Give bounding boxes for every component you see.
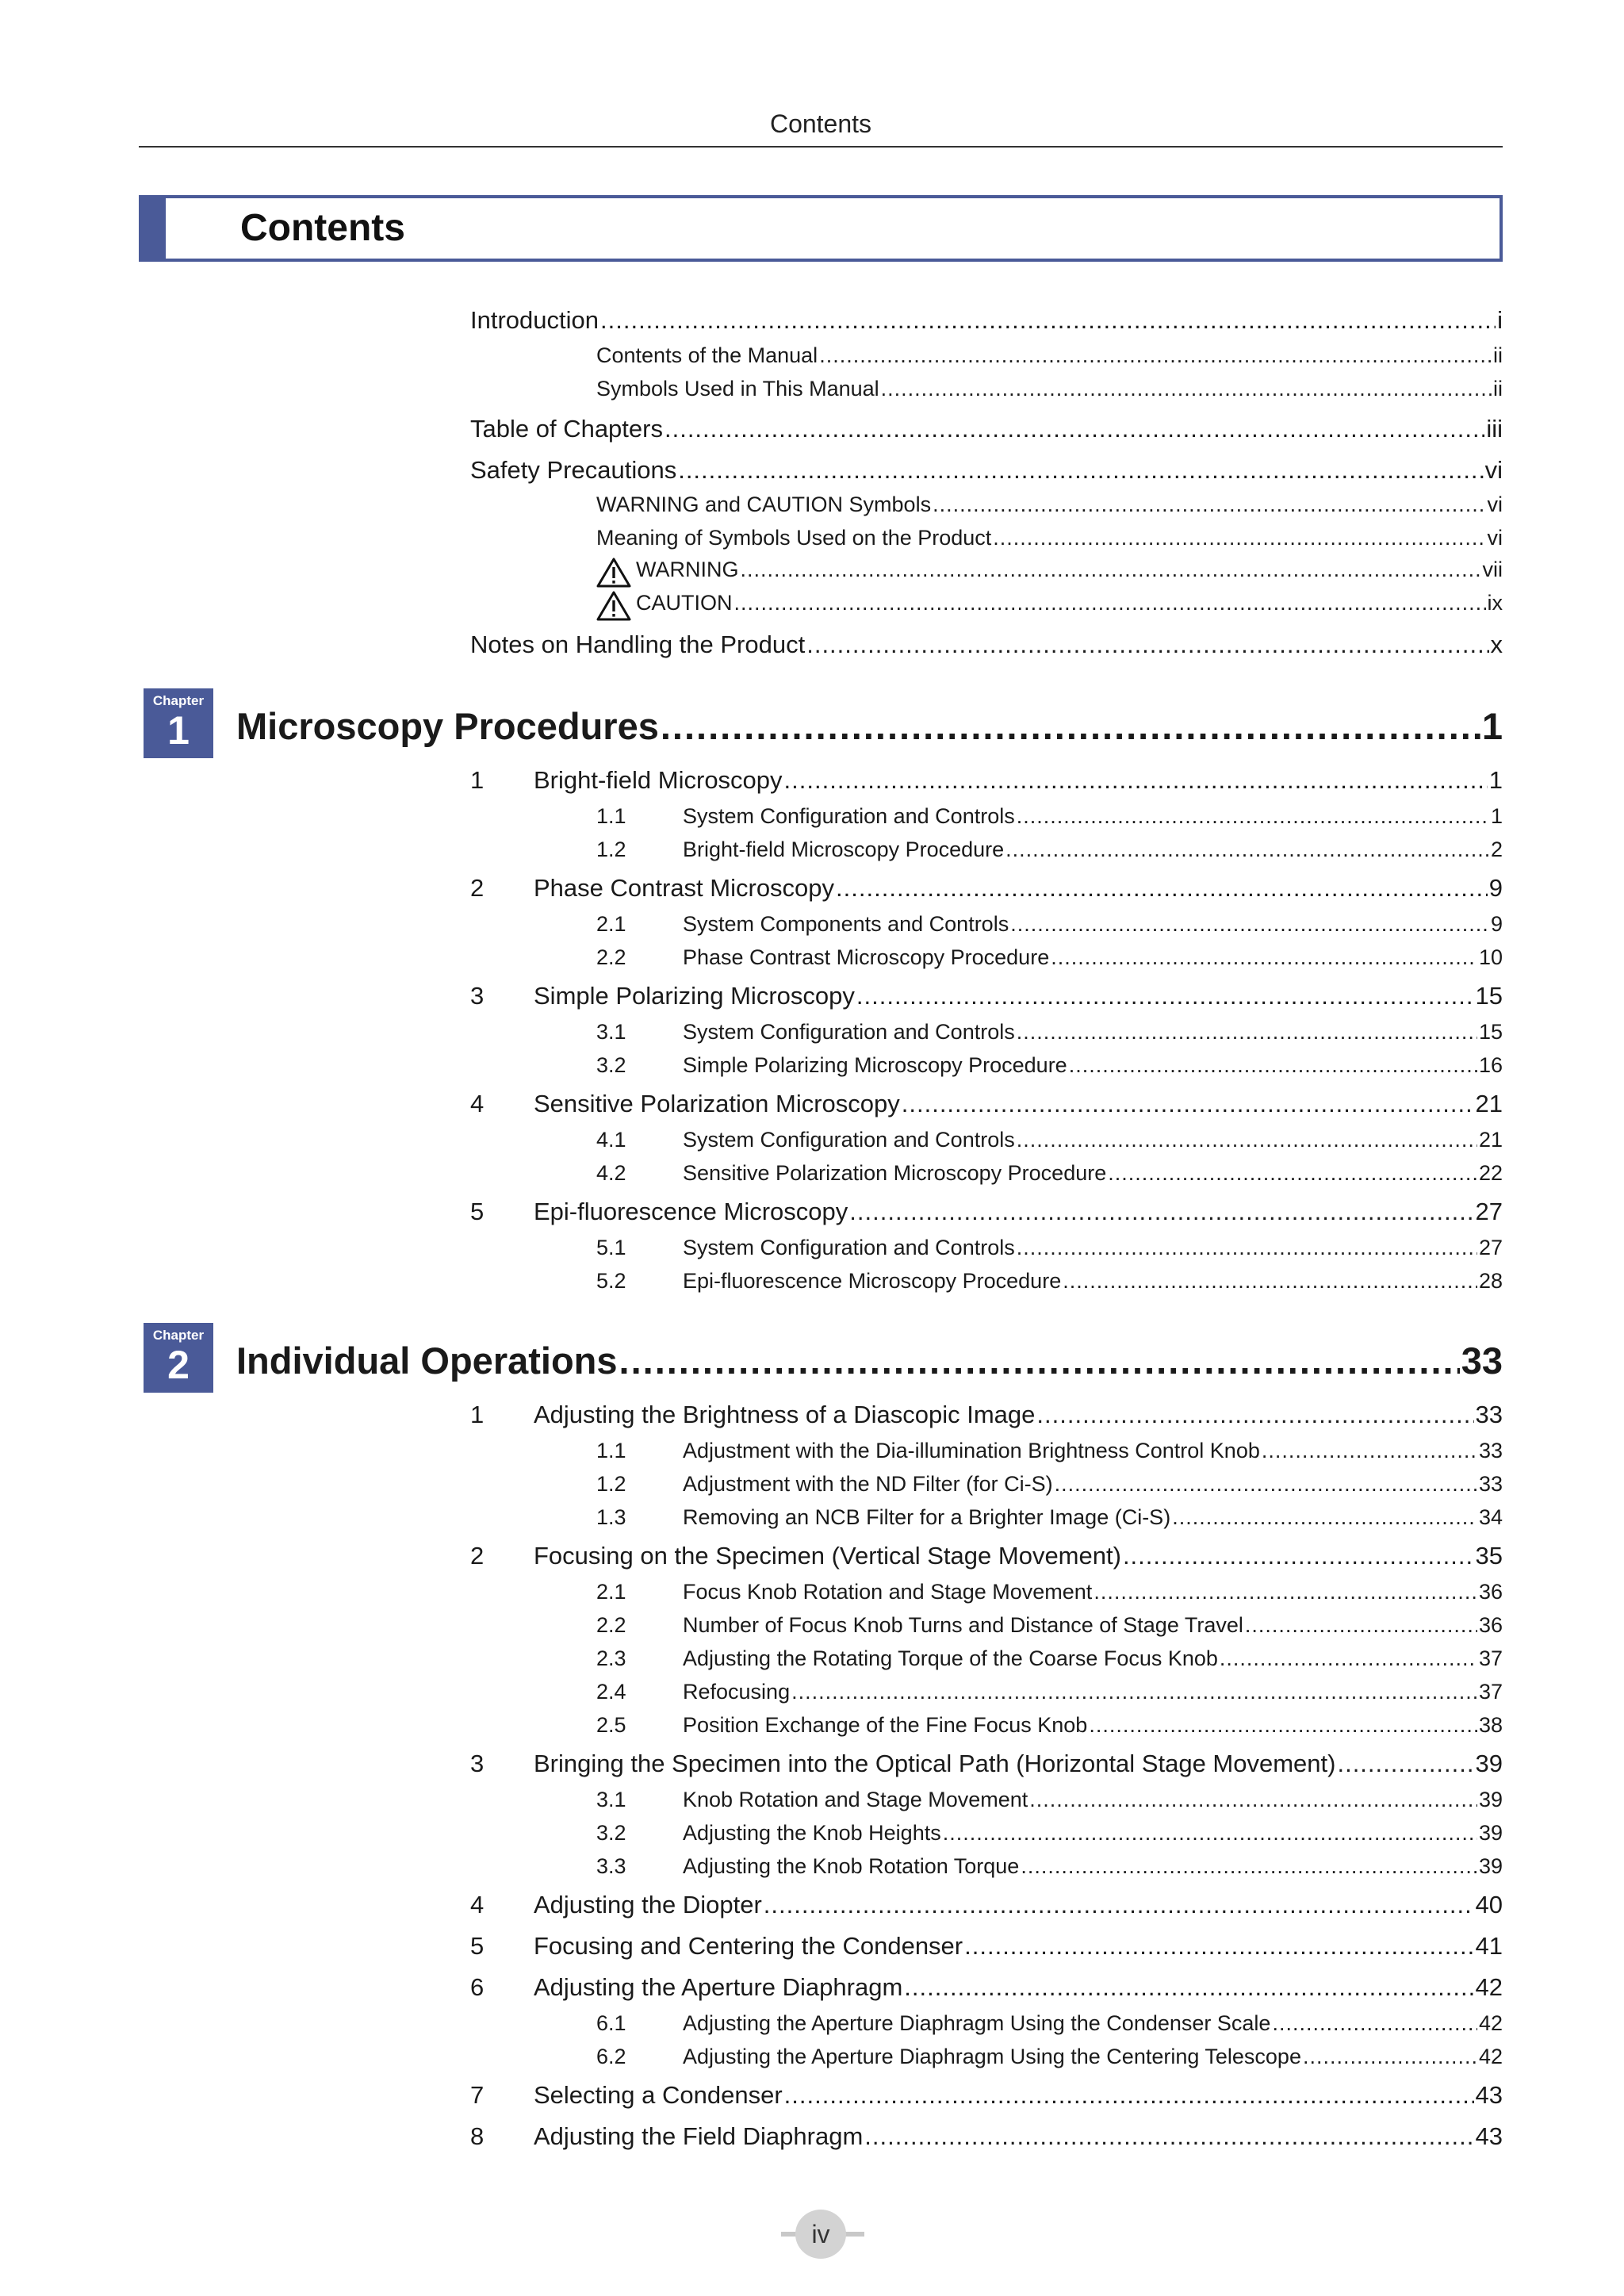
- toc-subsection-page: 37: [1478, 1646, 1503, 1670]
- dot-leader: [1123, 1542, 1474, 1570]
- toc-subsection-page: 38: [1478, 1713, 1503, 1737]
- toc-subsection-number: 1.3: [596, 1505, 626, 1529]
- toc-section-title: Sensitive Polarization Microscopy: [534, 1090, 900, 1117]
- toc-subsection-page: 42: [1478, 2011, 1503, 2035]
- chapter-badge-label: Chapter: [152, 693, 205, 708]
- toc-entry-title: Contents of the Manual: [596, 343, 818, 367]
- toc-section-number: 2: [470, 874, 485, 902]
- toc-section-number: 4: [470, 1090, 485, 1117]
- toc-section-number: 1: [470, 766, 485, 794]
- dot-leader: [933, 493, 1485, 517]
- toc-subsection-entry[interactable]: [596, 1613, 1503, 1638]
- dot-leader: [1051, 945, 1477, 970]
- toc-section-title: Selecting a Condenser: [534, 2081, 783, 2109]
- chapter-badge: [144, 688, 213, 758]
- dot-leader: [856, 982, 1474, 1010]
- toc-subsection-number: 3.1: [596, 1788, 626, 1811]
- dot-leader: [1272, 2011, 1477, 2036]
- toc-subsection-title: Phase Contrast Microscopy Procedure: [683, 945, 1050, 969]
- page-title: Contents: [240, 207, 405, 249]
- dot-leader: [1069, 1053, 1477, 1078]
- toc-subsection-entry[interactable]: [596, 1472, 1503, 1497]
- toc-section-entry[interactable]: [470, 2081, 1503, 2110]
- toc-subsection-entry[interactable]: [596, 1821, 1503, 1846]
- toc-subsection-page: 15: [1478, 1020, 1503, 1044]
- toc-subsection-title: Adjustment with the Dia-illumination Brightness Control Knob: [683, 1439, 1260, 1462]
- toc-subsection-entry[interactable]: [596, 912, 1503, 937]
- toc-subsection-page: 36: [1478, 1580, 1503, 1604]
- toc-section-title: Focusing and Centering the Condenser: [534, 1932, 963, 1960]
- toc-entry-title: Symbols Used in This Manual: [596, 377, 879, 401]
- dot-leader: [1220, 1646, 1477, 1671]
- toc-section-page: 9: [1488, 874, 1503, 902]
- dot-leader: [1108, 1161, 1477, 1186]
- toc-section-page: 27: [1475, 1198, 1503, 1225]
- toc-section-number: 5: [470, 1932, 485, 1960]
- toc-section-number: 8: [470, 2122, 485, 2150]
- toc-entry-title: Table of Chapters: [470, 415, 663, 443]
- toc-section-page: 15: [1475, 982, 1503, 1010]
- toc-subsection-page: 37: [1478, 1680, 1503, 1704]
- dot-leader: [1029, 1788, 1477, 1812]
- toc-subsection-number: 2.1: [596, 912, 626, 936]
- dot-leader: [784, 2081, 1474, 2110]
- toc-subsection-entry[interactable]: [596, 1788, 1503, 1812]
- dot-leader: [849, 1198, 1473, 1226]
- toc-entry-notes-on-handling[interactable]: [470, 631, 1503, 659]
- header-rule: [139, 146, 1503, 148]
- toc-entry-title: CAUTION: [636, 591, 733, 615]
- toc-subsection-number: 1.1: [596, 1439, 626, 1462]
- toc-subsection-title: Simple Polarizing Microscopy Procedure: [683, 1053, 1067, 1077]
- dot-leader: [678, 456, 1483, 485]
- toc-entry-title: Safety Precautions: [470, 456, 677, 484]
- toc-section-number: 2: [470, 1542, 485, 1570]
- toc-entry-title: Notes on Handling the Product: [470, 631, 806, 658]
- toc-subsection-entry[interactable]: [596, 1020, 1503, 1045]
- toc-subsection-entry[interactable]: [596, 945, 1503, 970]
- toc-subsection-number: 4.1: [596, 1128, 626, 1152]
- dot-leader: [1010, 912, 1489, 937]
- dot-leader: [904, 1973, 1473, 2002]
- running-header: Contents: [769, 109, 872, 138]
- toc-section-title: Adjusting the Brightness of a Diascopic Image: [534, 1401, 1036, 1428]
- toc-subsection-entry[interactable]: [596, 1505, 1503, 1530]
- dot-leader: [1063, 1269, 1477, 1294]
- toc-subsection-page: 34: [1478, 1505, 1503, 1529]
- toc-subsection-entry[interactable]: [596, 1680, 1503, 1704]
- toc-section-entry[interactable]: [470, 1542, 1503, 1570]
- toc-subsection-title: System Configuration and Controls: [683, 1128, 1015, 1152]
- toc-chapter-title: Individual Operations: [236, 1340, 618, 1382]
- toc-subsection-page: 10: [1478, 945, 1503, 969]
- toc-subsection-title: System Configuration and Controls: [683, 1020, 1015, 1044]
- toc-subsection-page: 1: [1490, 804, 1503, 828]
- dot-leader: [943, 1821, 1477, 1846]
- dot-leader: [1036, 1401, 1473, 1429]
- toc-subsection-entry[interactable]: [596, 838, 1503, 862]
- toc-entry-page: x: [1490, 631, 1503, 658]
- toc-subsection-entry[interactable]: [596, 1128, 1503, 1152]
- toc-subsection-title: Epi-fluorescence Microscopy Procedure: [683, 1269, 1062, 1293]
- toc-subsection-title: System Configuration and Controls: [683, 804, 1015, 828]
- toc-section-title: Simple Polarizing Microscopy: [534, 982, 855, 1010]
- toc-entry-page: ix: [1487, 591, 1503, 615]
- toc-subsection-title: Removing an NCB Filter for a Brighter Image (Ci-S): [683, 1505, 1171, 1529]
- dot-leader: [1017, 1236, 1477, 1260]
- toc-entry-caution[interactable]: [596, 591, 1503, 621]
- toc-subsection-number: 2.2: [596, 945, 626, 969]
- toc-subsection-page: 39: [1478, 1854, 1503, 1878]
- dot-leader: [1262, 1439, 1477, 1463]
- toc-entry-title: Introduction: [470, 306, 599, 334]
- dot-leader: [741, 558, 1481, 582]
- toc-entry-table-of-chapters[interactable]: [470, 415, 1503, 443]
- toc-subsection-page: 42: [1478, 2045, 1503, 2068]
- toc-subsection-entry[interactable]: [596, 1053, 1503, 1078]
- toc-chapter-page: 33: [1461, 1340, 1503, 1382]
- dot-leader: [1303, 2045, 1477, 2069]
- toc-section-entry[interactable]: [470, 874, 1503, 903]
- toc-section-entry[interactable]: [470, 1891, 1503, 1919]
- toc-subsection-number: 1.2: [596, 1472, 626, 1496]
- toc-subsection-entry[interactable]: [596, 1713, 1503, 1738]
- dot-leader: [1017, 1020, 1477, 1045]
- toc-section-number: 4: [470, 1891, 485, 1918]
- toc-subsection-title: Knob Rotation and Stage Movement: [683, 1788, 1028, 1811]
- chapter-badge: [144, 1323, 213, 1393]
- toc-section-title: Adjusting the Aperture Diaphragm: [534, 1973, 903, 2001]
- toc-section-entry[interactable]: [470, 1973, 1503, 2002]
- toc-subsection-entry[interactable]: [596, 1580, 1503, 1604]
- toc-subsection-page: 36: [1478, 1613, 1503, 1637]
- toc-entry-safety-precautions[interactable]: [470, 456, 1503, 485]
- toc-chapter-heading[interactable]: [236, 704, 1503, 748]
- dot-leader: [806, 631, 1488, 659]
- toc-subsection-entry[interactable]: [596, 1269, 1503, 1294]
- toc-section-number: 5: [470, 1198, 485, 1225]
- toc-section-entry[interactable]: [470, 1198, 1503, 1226]
- toc-section-title: Focusing on the Specimen (Vertical Stage Movement): [534, 1542, 1121, 1570]
- toc-subsection-entry[interactable]: [596, 2045, 1503, 2069]
- toc-subsection-page: 28: [1478, 1269, 1503, 1293]
- toc-section-page: 42: [1475, 1973, 1503, 2001]
- toc-section-title: Adjusting the Diopter: [534, 1891, 762, 1918]
- dot-leader: [619, 1339, 1460, 1382]
- toc-subsection-entry[interactable]: [596, 804, 1503, 829]
- chapter-badge-label: Chapter: [152, 1328, 205, 1343]
- toc-entry-page: ii: [1493, 343, 1503, 367]
- toc-subsection-number: 6.1: [596, 2011, 626, 2035]
- toc-section-page: 43: [1475, 2122, 1503, 2150]
- dot-leader: [784, 766, 1488, 795]
- toc-section-page: 33: [1475, 1401, 1503, 1428]
- toc-subsection-number: 2.5: [596, 1713, 626, 1737]
- toc-subsection-title: System Configuration and Controls: [683, 1236, 1015, 1259]
- toc-section-page: 21: [1475, 1090, 1503, 1117]
- dot-leader: [764, 1891, 1474, 1919]
- toc-subsection-entry[interactable]: [596, 1854, 1503, 1879]
- toc-subsection-title: Position Exchange of the Fine Focus Knob: [683, 1713, 1088, 1737]
- toc-subsection-page: 33: [1478, 1439, 1503, 1462]
- toc-entry-warning[interactable]: [596, 558, 1503, 588]
- toc-subsection-title: Adjusting the Aperture Diaphragm Using the Condenser Scale: [683, 2011, 1271, 2035]
- toc-subsection-title: Bright-field Microscopy Procedure: [683, 838, 1005, 861]
- toc-subsection-page: 2: [1490, 838, 1503, 861]
- toc-subsection-page: 39: [1478, 1788, 1503, 1811]
- toc-subsection-number: 2.2: [596, 1613, 626, 1637]
- toc-entry-warning-caution-symbols[interactable]: [596, 493, 1503, 517]
- warning-triangle-icon: [596, 591, 631, 621]
- toc-entry-title: WARNING: [636, 558, 739, 581]
- chapter-badge-number: 1: [167, 708, 190, 753]
- page-number: iv: [795, 2210, 846, 2259]
- toc-subsection-entry[interactable]: [596, 2011, 1503, 2036]
- toc-entry-page: vi: [1487, 493, 1503, 516]
- toc-subsection-page: 21: [1478, 1128, 1503, 1152]
- toc-subsection-page: 33: [1478, 1472, 1503, 1496]
- dot-leader: [665, 415, 1484, 443]
- toc-subsection-title: Adjusting the Knob Heights: [683, 1821, 941, 1845]
- dot-leader: [1337, 1750, 1473, 1778]
- toc-section-title: Bringing the Specimen into the Optical Path (Horizontal Stage Movement): [534, 1750, 1336, 1777]
- dot-leader: [1055, 1472, 1477, 1497]
- toc-subsection-title: Adjusting the Knob Rotation Torque: [683, 1854, 1020, 1878]
- toc-entry-title: Meaning of Symbols Used on the Product: [596, 526, 992, 550]
- toc-chapter-heading[interactable]: [236, 1339, 1503, 1382]
- chapter-badge-number: 2: [167, 1343, 190, 1387]
- toc-subsection-page: 9: [1490, 912, 1503, 936]
- toc-section-number: 1: [470, 1401, 485, 1428]
- dot-leader: [1017, 1128, 1477, 1152]
- dot-leader: [661, 704, 1480, 748]
- toc-section-entry[interactable]: [470, 1090, 1503, 1118]
- toc-section-page: 41: [1475, 1932, 1503, 1960]
- toc-subsection-number: 3.2: [596, 1053, 626, 1077]
- toc-entry-page: vi: [1484, 456, 1503, 484]
- toc-subsection-number: 2.4: [596, 1680, 626, 1704]
- dot-leader: [1094, 1580, 1477, 1604]
- toc-subsection-page: 27: [1478, 1236, 1503, 1259]
- dot-leader: [881, 377, 1492, 401]
- toc-subsection-number: 3.1: [596, 1020, 626, 1044]
- toc-subsection-title: Focus Knob Rotation and Stage Movement: [683, 1580, 1093, 1604]
- toc-subsection-title: Adjusting the Aperture Diaphragm Using the Centering Telescope: [683, 2045, 1301, 2068]
- toc-section-title: Epi-fluorescence Microscopy: [534, 1198, 848, 1225]
- toc-section-title: Phase Contrast Microscopy: [534, 874, 835, 902]
- toc-section-entry[interactable]: [470, 1401, 1503, 1429]
- toc-subsection-number: 3.3: [596, 1854, 626, 1878]
- dot-leader: [1172, 1505, 1477, 1530]
- toc-section-entry[interactable]: [470, 2122, 1503, 2151]
- dot-leader: [791, 1680, 1477, 1704]
- contents-banner: [139, 195, 1503, 262]
- toc-subsection-number: 3.2: [596, 1821, 626, 1845]
- toc-subsection-page: 39: [1478, 1821, 1503, 1845]
- toc-entry-symbols-used[interactable]: [596, 377, 1503, 401]
- toc-section-page: 39: [1475, 1750, 1503, 1777]
- dot-leader: [600, 306, 1496, 335]
- toc-section-entry[interactable]: [470, 1750, 1503, 1778]
- toc-entry-introduction[interactable]: [470, 306, 1503, 335]
- toc-subsection-title: Adjustment with the ND Filter (for Ci-S): [683, 1472, 1053, 1496]
- toc-subsection-number: 5.2: [596, 1269, 626, 1293]
- dot-leader: [1245, 1613, 1477, 1638]
- toc-section-entry[interactable]: [470, 982, 1503, 1010]
- toc-subsection-entry[interactable]: [596, 1646, 1503, 1671]
- toc-entry-page: vi: [1487, 526, 1503, 550]
- toc-section-title: Adjusting the Field Diaphragm: [534, 2122, 864, 2150]
- toc-subsection-title: Sensitive Polarization Microscopy Procedure: [683, 1161, 1107, 1185]
- toc-entry-page: vii: [1482, 558, 1503, 581]
- toc-subsection-title: System Components and Controls: [683, 912, 1009, 936]
- toc-entry-page: i: [1497, 306, 1503, 334]
- toc-chapter-page: 1: [1481, 705, 1503, 747]
- dot-leader: [993, 526, 1485, 550]
- toc-subsection-entry[interactable]: [596, 1439, 1503, 1463]
- toc-section-entry[interactable]: [470, 766, 1503, 795]
- toc-section-page: 40: [1475, 1891, 1503, 1918]
- dot-leader: [1017, 804, 1489, 829]
- toc-entry-page: ii: [1493, 377, 1503, 401]
- toc-entry-meaning-of-symbols[interactable]: [596, 526, 1503, 550]
- toc-entry-contents-of-manual[interactable]: [596, 343, 1503, 368]
- dot-leader: [964, 1932, 1473, 1961]
- toc-subsection-number: 2.1: [596, 1580, 626, 1604]
- dot-leader: [1021, 1854, 1477, 1879]
- toc-subsection-title: Refocusing: [683, 1680, 791, 1704]
- toc-subsection-number: 5.1: [596, 1236, 626, 1259]
- toc-section-page: 35: [1475, 1542, 1503, 1570]
- toc-subsection-entry[interactable]: [596, 1161, 1503, 1186]
- toc-section-number: 3: [470, 982, 485, 1010]
- toc-section-number: 6: [470, 1973, 485, 2001]
- toc-subsection-number: 1.2: [596, 838, 626, 861]
- toc-subsection-entry[interactable]: [596, 1236, 1503, 1260]
- toc-subsection-title: Number of Focus Knob Turns and Distance of Stage Travel: [683, 1613, 1243, 1637]
- dot-leader: [836, 874, 1488, 903]
- toc-subsection-number: 2.3: [596, 1646, 626, 1670]
- toc-section-number: 7: [470, 2081, 485, 2109]
- toc-subsection-number: 6.2: [596, 2045, 626, 2068]
- dot-leader: [1005, 838, 1489, 862]
- toc-subsection-page: 16: [1478, 1053, 1503, 1077]
- toc-section-title: Bright-field Microscopy: [534, 766, 783, 794]
- dot-leader: [864, 2122, 1473, 2151]
- toc-entry-page: iii: [1486, 415, 1503, 443]
- toc-subsection-number: 4.2: [596, 1161, 626, 1185]
- toc-subsection-title: Adjusting the Rotating Torque of the Coarse Focus Knob: [683, 1646, 1218, 1670]
- dot-leader: [1089, 1713, 1477, 1738]
- toc-section-page: 1: [1488, 766, 1503, 794]
- toc-section-number: 3: [470, 1750, 485, 1777]
- warning-triangle-icon: [596, 558, 631, 588]
- toc-entry-title: WARNING and CAUTION Symbols: [596, 493, 932, 516]
- dot-leader: [734, 591, 1486, 615]
- toc-section-page: 43: [1475, 2081, 1503, 2109]
- toc-chapter-title: Microscopy Procedures: [236, 705, 659, 747]
- toc-subsection-page: 22: [1478, 1161, 1503, 1185]
- toc-subsection-number: 1.1: [596, 804, 626, 828]
- dot-leader: [819, 343, 1492, 368]
- toc-section-entry[interactable]: [470, 1932, 1503, 1961]
- dot-leader: [902, 1090, 1474, 1118]
